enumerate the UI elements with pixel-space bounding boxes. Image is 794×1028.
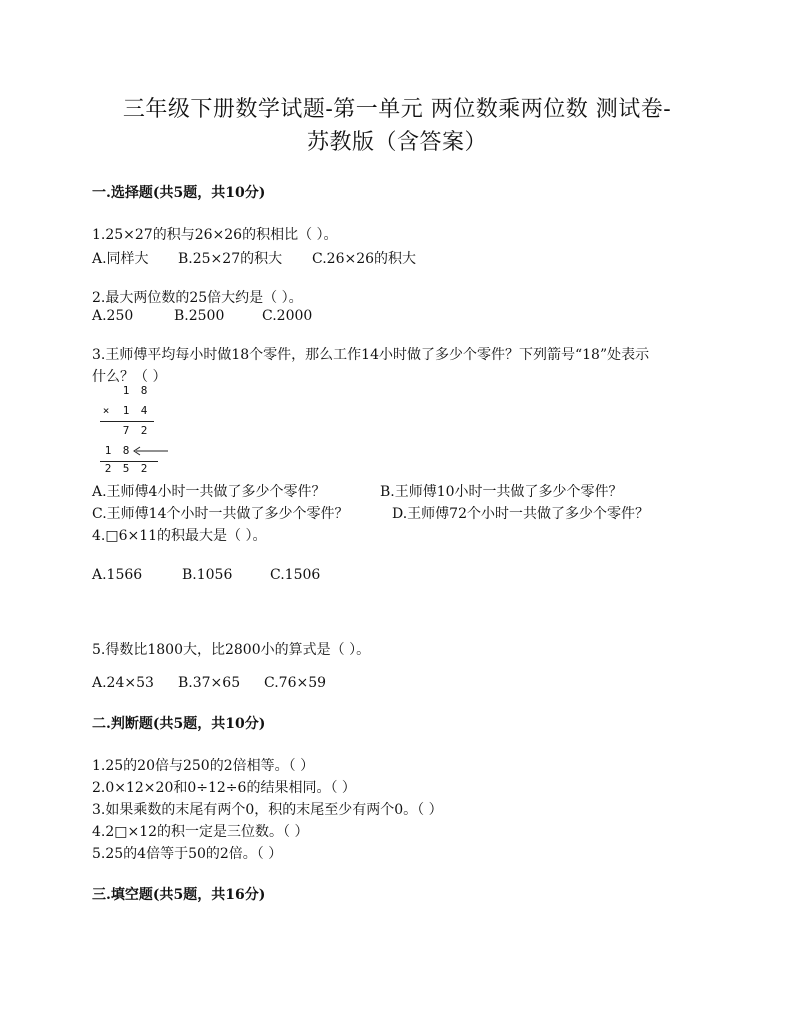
judgement-item: 4.2□×12的积一定是三位数。（ ） (92, 824, 309, 840)
page-title-line1: 三年级下册数学试题-第一单元 两位数乘两位数 测试卷- (122, 97, 672, 122)
option: B.王师傅10小时一共做了多少个零件？ (380, 484, 623, 500)
divider-line (100, 421, 154, 422)
digit: 1 (104, 444, 112, 457)
page-title-line2: 苏教版（含答案） (306, 130, 487, 155)
option: C.2000 (262, 308, 313, 324)
section-heading-judgement: 二.判断题(共5题，共10分) (92, 716, 266, 732)
option: A.24×53 (92, 675, 154, 691)
question-3-options-row1 (92, 481, 623, 501)
option: A.250 (92, 308, 134, 324)
question-2-options (92, 308, 312, 324)
arrow-left-icon (130, 445, 170, 457)
question-5-options (92, 675, 326, 691)
option: C.76×59 (264, 675, 327, 691)
digit: 2 (104, 462, 112, 475)
judgement-item: 5.25的4倍等于50的2倍。（ ） (92, 846, 283, 862)
option: B.37×65 (178, 675, 241, 691)
option: A.同样大 (92, 251, 149, 267)
option: B.25×27的积大 (178, 251, 283, 267)
option: B.2500 (174, 308, 225, 324)
question-3-text-line1: 3.王师傅平均每小时做18个零件，那么工作14小时做了多少个零件？下列箭号“18”处表示 (92, 347, 650, 363)
digit: 1 (122, 384, 130, 397)
section-heading-fill-in: 三.填空题(共5题，共16分) (92, 887, 266, 903)
question-1-text: 1.25×27的积与26×26的积相比（ ）。 (92, 227, 338, 243)
question-4-text: 4.□6×11的积最大是（ ）。 (92, 528, 267, 544)
judgement-item: 1.25的20倍与250的2倍相等。（ ） (92, 758, 315, 774)
option: C.1506 (270, 567, 321, 583)
digit: 8 (122, 444, 130, 457)
question-5-text: 5.得数比1800大，比2800小的算式是（ ）。 (92, 642, 371, 658)
vertical-multiplication (100, 384, 180, 474)
question-3-options-row2 (92, 503, 649, 523)
judgement-item: 3.如果乘数的末尾有两个0，积的末尾至少有两个0。（ ） (92, 802, 443, 818)
option: B.1056 (182, 567, 233, 583)
option: A.1566 (92, 567, 143, 583)
digit: 2 (140, 424, 148, 437)
question-1-options (92, 248, 416, 268)
option: A.王师傅4小时一共做了多少个零件？ (92, 484, 326, 500)
digit: 1 (122, 404, 130, 417)
option: D.王师傅72个小时一共做了多少个零件？ (392, 506, 649, 522)
digit: 8 (140, 384, 148, 397)
question-3-text-line2: 什么？（ ） (92, 369, 167, 385)
digit: 5 (122, 462, 130, 475)
digit: 7 (122, 424, 130, 437)
option: C.王师傅14个小时一共做了多少个零件？ (92, 506, 349, 522)
question-2-text: 2.最大两位数的25倍大约是（ ）。 (92, 290, 303, 306)
digit: 4 (140, 404, 148, 417)
section-heading-choice: 一.选择题(共5题，共10分) (92, 185, 266, 201)
judgement-item: 2.0×12×20和0÷12÷6的结果相同。（ ） (92, 780, 356, 796)
option: C.26×26的积大 (312, 251, 417, 267)
digit: 2 (140, 462, 148, 475)
multiply-sign: × (102, 404, 110, 417)
question-4-options (92, 567, 320, 583)
